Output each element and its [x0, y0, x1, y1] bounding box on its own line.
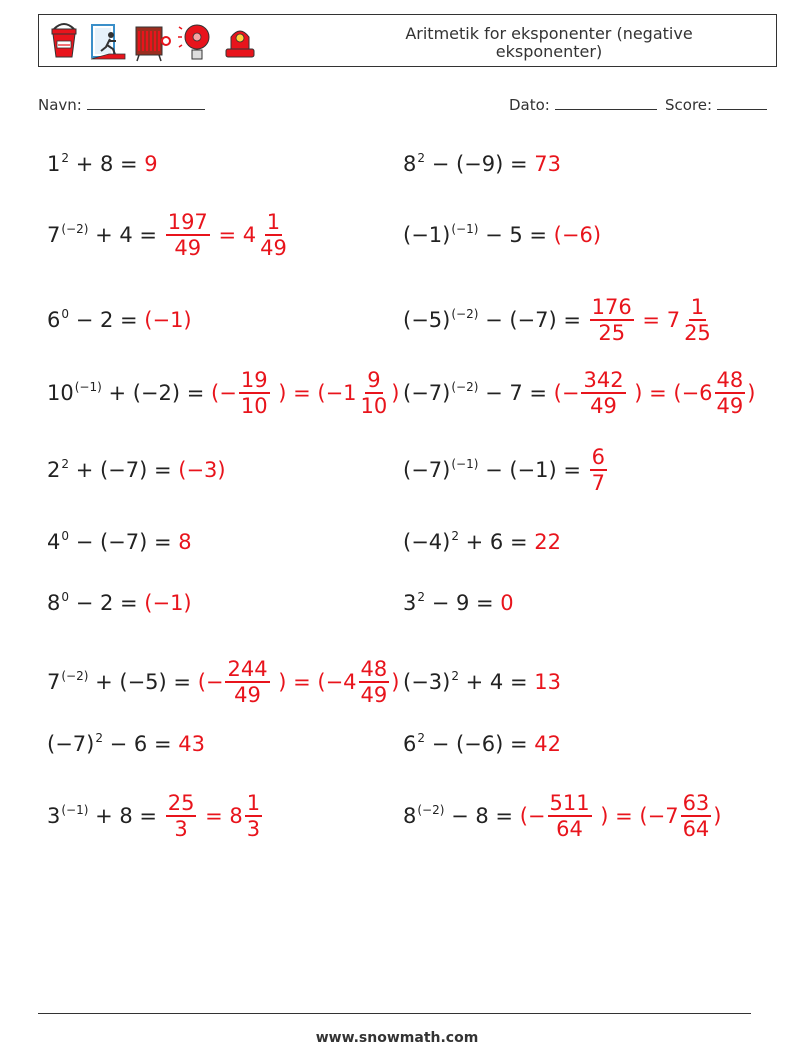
- problem-item: [47, 440, 226, 500]
- fraction-denominator: 7: [591, 471, 606, 495]
- name-line[interactable]: [87, 95, 205, 110]
- fraction-numerator: 48: [716, 368, 744, 392]
- answer-fraction: [225, 657, 269, 707]
- problem-answer: [211, 368, 399, 418]
- problem-item: [403, 786, 722, 846]
- fraction-numerator: 244: [227, 657, 268, 681]
- problem-operation: − (−6) =: [425, 732, 535, 756]
- answer-value: 43: [178, 732, 205, 756]
- problem-answer: [164, 791, 264, 841]
- answer-fraction: [548, 791, 592, 841]
- problem-item: [403, 205, 601, 265]
- problem-base: (−3): [403, 670, 451, 694]
- fire-beacon-icon: [221, 21, 259, 63]
- score-line[interactable]: [717, 95, 767, 110]
- problem-operation: + 8 =: [88, 804, 164, 828]
- problem-operation: + (−2) =: [101, 381, 212, 405]
- problem-base: 3: [47, 804, 61, 828]
- problem-base: 10: [47, 381, 74, 405]
- problem-answer: [534, 152, 561, 176]
- problem-base: (−7): [403, 381, 451, 405]
- answer-prefix: (−: [211, 381, 237, 405]
- problem-answer: [588, 445, 609, 495]
- problem-answer: [144, 308, 191, 332]
- problem-item: [403, 714, 561, 774]
- answer-mixed-whole: ) = (−4: [271, 670, 357, 694]
- fraction-denominator: 10: [360, 394, 388, 418]
- score-field[interactable]: [665, 95, 767, 114]
- problem-answer: [520, 791, 722, 841]
- name-label: Navn:: [38, 96, 82, 114]
- problem-exponent: 2: [417, 590, 426, 604]
- problem-answer: [144, 591, 191, 615]
- fraction-numerator: 19: [240, 368, 268, 392]
- problem-exponent: (−1): [74, 380, 102, 394]
- fraction-numerator: 63: [682, 791, 710, 815]
- problem-answer: [198, 657, 400, 707]
- problem-question: [403, 381, 554, 405]
- problem-item: [403, 440, 609, 500]
- fraction-denominator: 25: [684, 321, 711, 345]
- problem-exponent: (−2): [417, 803, 445, 817]
- problem-item: [403, 290, 715, 350]
- problem-answer: [178, 458, 225, 482]
- answer-prefix: (−: [197, 670, 224, 694]
- problem-base: 4: [47, 530, 61, 554]
- fire-hose-reel-icon: [133, 21, 171, 63]
- problem-exponent: 2: [451, 529, 459, 543]
- problem-exponent: (−2): [451, 380, 479, 394]
- problem-base: (−5): [403, 308, 451, 332]
- problem-answer: [178, 530, 191, 554]
- answer-suffix: ): [713, 804, 722, 828]
- answer-mixed-whole: ) = (−6: [627, 381, 713, 405]
- date-field[interactable]: [509, 95, 657, 114]
- answer-fraction: [166, 791, 197, 841]
- problem-base: 6: [403, 732, 417, 756]
- problem-base: 6: [47, 308, 61, 332]
- problem-question: [403, 530, 534, 554]
- problem-question: [47, 152, 144, 176]
- answer-mixed-whole: ) = (−1: [271, 381, 357, 405]
- problem-base: 3: [403, 591, 417, 615]
- problem-item: [403, 512, 561, 572]
- problem-item: [403, 363, 755, 423]
- worksheet-title: Aritmetik for eksponenter (negative eksponenter): [405, 24, 693, 61]
- answer-mixed-fraction: [682, 295, 713, 345]
- answer-value: 9: [144, 152, 158, 176]
- problem-operation: − 2 =: [69, 308, 145, 332]
- fraction-denominator: 49: [590, 394, 617, 418]
- problem-answer: [588, 295, 715, 345]
- problem-item: [47, 134, 158, 194]
- problem-item: [47, 512, 192, 572]
- problem-exponent: 2: [417, 151, 426, 165]
- fraction-numerator: 9: [367, 368, 381, 392]
- answer-value: (−3): [178, 458, 226, 482]
- problem-exponent: (−1): [451, 222, 479, 236]
- answer-prefix: (−: [553, 381, 580, 405]
- problem-base: 1: [47, 152, 61, 176]
- problem-operation: − 9 =: [425, 591, 501, 615]
- problem-question: [403, 458, 588, 482]
- problem-question: [403, 804, 520, 828]
- problem-operation: − 2 =: [69, 591, 145, 615]
- fraction-numerator: 511: [549, 791, 590, 815]
- problem-question: [47, 223, 164, 247]
- problem-exponent: (−2): [61, 669, 89, 683]
- fraction-denominator: 49: [174, 236, 202, 260]
- problem-exponent: 0: [61, 529, 70, 543]
- problem-operation: − 5 =: [478, 223, 554, 247]
- answer-mixed-fraction: [715, 368, 746, 418]
- problem-operation: + 4 =: [458, 670, 535, 694]
- fraction-denominator: 25: [598, 321, 626, 345]
- problem-operation: − (−1) =: [478, 458, 588, 482]
- answer-value: (−1): [144, 591, 192, 615]
- problem-operation: + 4 =: [88, 223, 164, 247]
- problem-answer: [534, 530, 561, 554]
- fraction-denominator: 3: [246, 817, 261, 841]
- answer-value: (−6): [553, 223, 602, 247]
- fraction-numerator: 197: [167, 210, 208, 234]
- problem-exponent: 2: [95, 731, 103, 745]
- problem-operation: − 8 =: [444, 804, 520, 828]
- problem-item: [47, 714, 205, 774]
- problem-operation: − 7 =: [478, 381, 554, 405]
- answer-prefix: (−: [519, 804, 546, 828]
- problem-base: 8: [47, 591, 61, 615]
- score-label: Score:: [665, 96, 713, 114]
- problem-item: [403, 573, 514, 633]
- answer-mixed-whole: ) = (−7: [593, 804, 679, 828]
- fraction-numerator: 176: [591, 295, 632, 319]
- date-label: Dato:: [509, 96, 550, 114]
- fraction-denominator: 10: [240, 394, 268, 418]
- answer-suffix: ): [747, 381, 756, 405]
- problem-answer: [500, 591, 513, 615]
- problem-base: (−7): [47, 732, 95, 756]
- problem-question: [47, 732, 178, 756]
- problem-answer: [534, 732, 561, 756]
- problem-exponent: 2: [417, 731, 426, 745]
- problem-answer: [534, 670, 561, 694]
- answer-value: 73: [534, 152, 561, 176]
- problem-question: [47, 381, 211, 405]
- problem-answer: [144, 152, 157, 176]
- problem-answer: [178, 732, 205, 756]
- problem-answer: [554, 223, 601, 247]
- answer-fraction: [166, 210, 210, 260]
- problem-operation: + 8 =: [69, 152, 145, 176]
- answer-mixed-fraction: [258, 210, 289, 260]
- problem-item: [47, 652, 399, 712]
- answer-value: 0: [500, 591, 514, 615]
- answer-fraction: [581, 368, 625, 418]
- fraction-numerator: 1: [246, 791, 261, 815]
- footer-url: www.snowmath.com: [315, 1030, 479, 1046]
- answer-fraction: [590, 445, 607, 495]
- problem-question: [47, 308, 144, 332]
- fraction-denominator: 49: [360, 683, 388, 707]
- problem-exponent: (−1): [61, 803, 89, 817]
- fraction-numerator: 25: [167, 791, 195, 815]
- problem-exponent: (−2): [451, 307, 479, 321]
- problem-exponent: 0: [61, 307, 70, 321]
- answer-mixed-whole: = 4: [211, 223, 257, 247]
- answer-mixed-fraction: [359, 368, 390, 418]
- problem-item: [47, 573, 192, 633]
- problem-item: [403, 652, 561, 712]
- answer-mixed-fraction: [681, 791, 712, 841]
- problem-item: [47, 786, 264, 846]
- problem-question: [47, 670, 198, 694]
- answer-value: 13: [534, 670, 561, 694]
- problem-exponent: 2: [61, 151, 70, 165]
- problem-exponent: 2: [451, 669, 459, 683]
- answer-fraction: [590, 295, 634, 345]
- fraction-numerator: 342: [583, 368, 624, 392]
- problem-question: [47, 804, 164, 828]
- fraction-denominator: 64: [682, 817, 710, 841]
- fraction-denominator: 49: [716, 394, 744, 418]
- problem-question: [403, 670, 534, 694]
- answer-value: 22: [534, 530, 561, 554]
- fraction-numerator: 1: [690, 295, 705, 319]
- answer-mixed-fraction: [359, 657, 390, 707]
- emergency-exit-icon: [89, 21, 127, 63]
- answer-mixed-fraction: [245, 791, 262, 841]
- problem-question: [403, 308, 588, 332]
- problem-question: [47, 530, 178, 554]
- problem-exponent: 2: [61, 457, 70, 471]
- problem-question: [403, 732, 534, 756]
- answer-value: (−1): [144, 308, 192, 332]
- problem-answer: [164, 210, 291, 260]
- worksheet-header: [38, 14, 777, 67]
- problem-operation: + (−5) =: [88, 670, 198, 694]
- fraction-numerator: 6: [591, 445, 606, 469]
- fraction-denominator: 49: [260, 236, 287, 260]
- answer-mixed-whole: = 7: [635, 308, 681, 332]
- fraction-denominator: 3: [174, 817, 188, 841]
- problem-question: [47, 458, 178, 482]
- problem-base: (−7): [403, 458, 451, 482]
- fire-alarm-bell-icon: [177, 21, 215, 63]
- problem-question: [403, 591, 500, 615]
- fraction-denominator: 49: [234, 683, 261, 707]
- answer-value: 42: [534, 732, 561, 756]
- fire-bucket-icon: [45, 21, 83, 63]
- problem-operation: + 6 =: [458, 530, 535, 554]
- problem-operation: − (−9) =: [425, 152, 535, 176]
- footer-divider: [38, 1013, 751, 1014]
- problem-base: (−1): [403, 223, 451, 247]
- answer-suffix: ): [391, 670, 400, 694]
- header-icons: [45, 21, 259, 63]
- answer-value: 8: [178, 530, 192, 554]
- problem-base: 8: [403, 152, 417, 176]
- problem-answer: [554, 368, 756, 418]
- problem-operation: − (−7) =: [478, 308, 588, 332]
- problem-item: [403, 134, 561, 194]
- problem-base: 2: [47, 458, 61, 482]
- answer-suffix: ): [391, 381, 400, 405]
- answer-mixed-whole: = 8: [198, 804, 243, 828]
- fraction-numerator: 48: [360, 657, 388, 681]
- problem-question: [403, 152, 534, 176]
- problem-exponent: (−2): [61, 222, 89, 236]
- problem-operation: − (−7) =: [69, 530, 179, 554]
- problem-question: [47, 591, 144, 615]
- problem-question: [403, 223, 554, 247]
- problem-operation: + (−7) =: [69, 458, 179, 482]
- fraction-denominator: 64: [556, 817, 583, 841]
- date-line[interactable]: [555, 95, 657, 110]
- problem-base: 7: [47, 223, 61, 247]
- problem-base: (−4): [403, 530, 451, 554]
- problem-base: 7: [47, 670, 61, 694]
- answer-fraction: [239, 368, 270, 418]
- problem-item: [47, 363, 399, 423]
- name-field[interactable]: [38, 95, 205, 114]
- problem-exponent: 0: [61, 590, 70, 604]
- problem-item: [47, 205, 291, 265]
- fraction-numerator: 1: [266, 210, 281, 234]
- problem-item: [47, 290, 192, 350]
- problem-exponent: (−1): [451, 457, 479, 471]
- problem-operation: − 6 =: [102, 732, 179, 756]
- problem-base: 8: [403, 804, 417, 828]
